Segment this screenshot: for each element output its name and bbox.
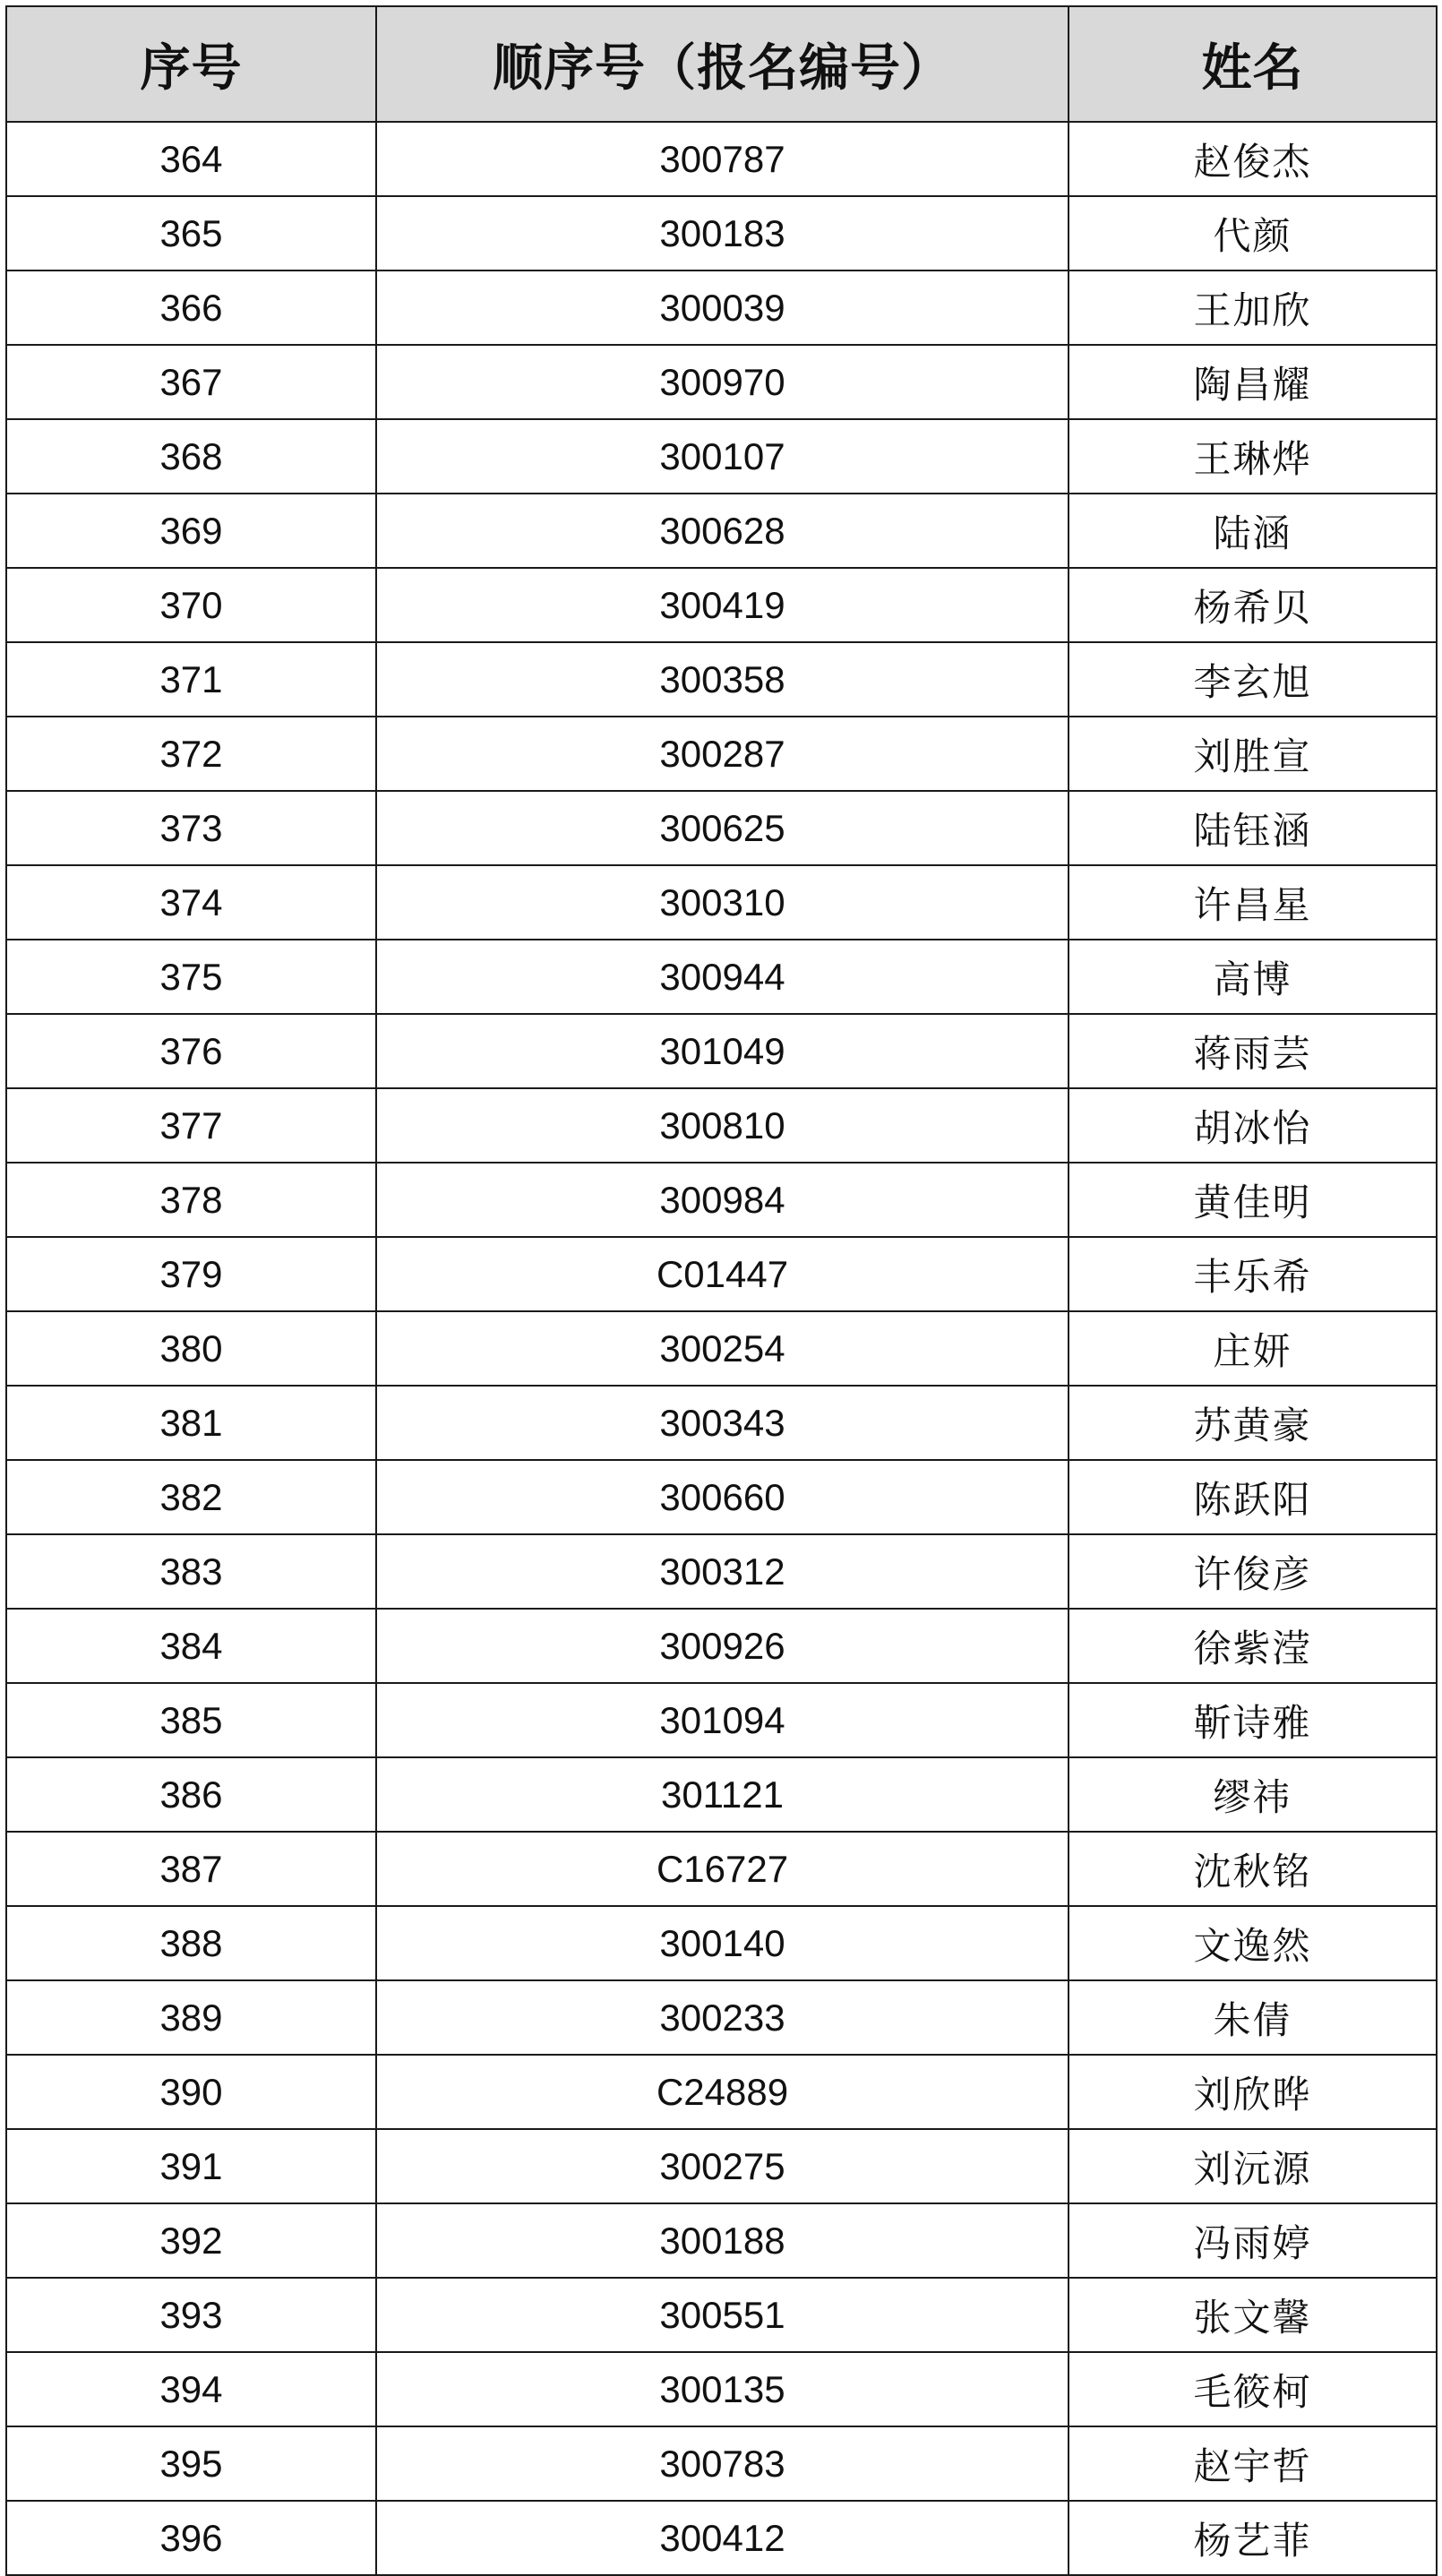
registration-number-cell: 300343 [376, 1386, 1069, 1460]
table-row [6, 1311, 1437, 1386]
registration-number-cell: 300233 [376, 1980, 1069, 2055]
registration-number-cell: 300628 [376, 494, 1069, 568]
registration-number-cell: 300275 [376, 2129, 1069, 2203]
sequence-cell: 371 [6, 642, 376, 717]
table-row [6, 1237, 1437, 1311]
sequence-cell: 368 [6, 419, 376, 494]
name-cell: 刘欣晔 [1069, 2055, 1437, 2129]
table-row [6, 2129, 1437, 2203]
registration-number-cell: 300135 [376, 2352, 1069, 2426]
registration-number-cell: 300310 [376, 865, 1069, 940]
sequence-cell: 391 [6, 2129, 376, 2203]
roster-sheet [5, 5, 1436, 2576]
sequence-cell: 373 [6, 791, 376, 865]
sequence-cell: 366 [6, 270, 376, 345]
name-cell: 王加欣 [1069, 270, 1437, 345]
table-row [6, 1163, 1437, 1237]
table-row [6, 2055, 1437, 2129]
name-cell: 靳诗雅 [1069, 1683, 1437, 1757]
name-cell: 蒋雨芸 [1069, 1014, 1437, 1088]
sequence-cell: 381 [6, 1386, 376, 1460]
sequence-cell: 374 [6, 865, 376, 940]
registration-number-cell: 300419 [376, 568, 1069, 642]
name-cell: 陶昌耀 [1069, 345, 1437, 419]
table-header [6, 6, 1437, 122]
name-cell: 毛筱柯 [1069, 2352, 1437, 2426]
table-row [6, 940, 1437, 1014]
table-row [6, 1683, 1437, 1757]
sequence-cell: 396 [6, 2501, 376, 2575]
registration-number-cell: 301049 [376, 1014, 1069, 1088]
registration-number-cell: 300358 [376, 642, 1069, 717]
name-cell: 高博 [1069, 940, 1437, 1014]
sequence-cell: 369 [6, 494, 376, 568]
sequence-cell: 370 [6, 568, 376, 642]
name-cell: 朱倩 [1069, 1980, 1437, 2055]
table-row [6, 2278, 1437, 2352]
table-row [6, 419, 1437, 494]
registration-number-cell: 300926 [376, 1609, 1069, 1683]
table-row [6, 1460, 1437, 1534]
table-body [6, 122, 1437, 2575]
sequence-cell: 389 [6, 1980, 376, 2055]
name-cell: 沈秋铭 [1069, 1832, 1437, 1906]
table-row [6, 2352, 1437, 2426]
table-row [6, 1534, 1437, 1609]
registration-number-cell: 300944 [376, 940, 1069, 1014]
table-row [6, 1980, 1437, 2055]
registration-number-cell: 300625 [376, 791, 1069, 865]
table-row [6, 122, 1437, 196]
table-row [6, 791, 1437, 865]
table-row [6, 1088, 1437, 1163]
name-cell: 陆涵 [1069, 494, 1437, 568]
name-cell: 杨艺菲 [1069, 2501, 1437, 2575]
name-cell: 刘胜宣 [1069, 717, 1437, 791]
name-cell: 赵俊杰 [1069, 122, 1437, 196]
registration-number-cell: 300984 [376, 1163, 1069, 1237]
registration-number-cell: C01447 [376, 1237, 1069, 1311]
table-row [6, 2203, 1437, 2278]
name-cell: 苏黄豪 [1069, 1386, 1437, 1460]
header-registration-number: 顺序号（报名编号） [376, 6, 1069, 122]
sequence-cell: 365 [6, 196, 376, 270]
sequence-cell: 378 [6, 1163, 376, 1237]
sequence-cell: 395 [6, 2426, 376, 2501]
name-cell: 陆钰涵 [1069, 791, 1437, 865]
sequence-cell: 384 [6, 1609, 376, 1683]
sequence-cell: 377 [6, 1088, 376, 1163]
registration-number-cell: 300551 [376, 2278, 1069, 2352]
sequence-cell: 380 [6, 1311, 376, 1386]
sequence-cell: 390 [6, 2055, 376, 2129]
header-sequence-number: 序号 [6, 6, 376, 122]
registration-number-cell: 300287 [376, 717, 1069, 791]
registration-number-cell: 300783 [376, 2426, 1069, 2501]
sequence-cell: 386 [6, 1757, 376, 1832]
roster-table [5, 5, 1438, 2576]
table-row [6, 2426, 1437, 2501]
registration-number-cell: 300970 [376, 345, 1069, 419]
registration-number-cell: 300188 [376, 2203, 1069, 2278]
name-cell: 黄佳明 [1069, 1163, 1437, 1237]
registration-number-cell: 300810 [376, 1088, 1069, 1163]
sequence-cell: 379 [6, 1237, 376, 1311]
name-cell: 杨希贝 [1069, 568, 1437, 642]
table-row [6, 2501, 1437, 2575]
sequence-cell: 385 [6, 1683, 376, 1757]
name-cell: 缪祎 [1069, 1757, 1437, 1832]
header-name: 姓名 [1069, 6, 1437, 122]
table-row [6, 1386, 1437, 1460]
table-row [6, 345, 1437, 419]
name-cell: 徐紫滢 [1069, 1609, 1437, 1683]
name-cell: 许昌星 [1069, 865, 1437, 940]
registration-number-cell: 300312 [376, 1534, 1069, 1609]
table-row [6, 196, 1437, 270]
registration-number-cell: 301121 [376, 1757, 1069, 1832]
table-row [6, 1014, 1437, 1088]
table-row [6, 865, 1437, 940]
registration-number-cell: 300107 [376, 419, 1069, 494]
sequence-cell: 364 [6, 122, 376, 196]
name-cell: 文逸然 [1069, 1906, 1437, 1980]
name-cell: 张文馨 [1069, 2278, 1437, 2352]
sequence-cell: 394 [6, 2352, 376, 2426]
name-cell: 赵宇哲 [1069, 2426, 1437, 2501]
sequence-cell: 393 [6, 2278, 376, 2352]
name-cell: 庄妍 [1069, 1311, 1437, 1386]
registration-number-cell: 300412 [376, 2501, 1069, 2575]
registration-number-cell: 300254 [376, 1311, 1069, 1386]
name-cell: 刘沅源 [1069, 2129, 1437, 2203]
sequence-cell: 372 [6, 717, 376, 791]
name-cell: 许俊彦 [1069, 1534, 1437, 1609]
registration-number-cell: 300183 [376, 196, 1069, 270]
table-row [6, 642, 1437, 717]
table-row [6, 568, 1437, 642]
registration-number-cell: 300140 [376, 1906, 1069, 1980]
name-cell: 陈跃阳 [1069, 1460, 1437, 1534]
registration-number-cell: 300039 [376, 270, 1069, 345]
table-row [6, 717, 1437, 791]
name-cell: 李玄旭 [1069, 642, 1437, 717]
name-cell: 冯雨婷 [1069, 2203, 1437, 2278]
table-row [6, 270, 1437, 345]
table-row [6, 1832, 1437, 1906]
sequence-cell: 376 [6, 1014, 376, 1088]
sequence-cell: 383 [6, 1534, 376, 1609]
registration-number-cell: C16727 [376, 1832, 1069, 1906]
name-cell: 丰乐希 [1069, 1237, 1437, 1311]
name-cell: 代颜 [1069, 196, 1437, 270]
sequence-cell: 382 [6, 1460, 376, 1534]
header-row [6, 6, 1437, 122]
table-row [6, 494, 1437, 568]
name-cell: 胡冰怡 [1069, 1088, 1437, 1163]
registration-number-cell: 300660 [376, 1460, 1069, 1534]
registration-number-cell: 301094 [376, 1683, 1069, 1757]
sequence-cell: 392 [6, 2203, 376, 2278]
table-row [6, 1906, 1437, 1980]
registration-number-cell: C24889 [376, 2055, 1069, 2129]
sequence-cell: 387 [6, 1832, 376, 1906]
registration-number-cell: 300787 [376, 122, 1069, 196]
sequence-cell: 367 [6, 345, 376, 419]
name-cell: 王琳烨 [1069, 419, 1437, 494]
sequence-cell: 375 [6, 940, 376, 1014]
table-row [6, 1609, 1437, 1683]
table-row [6, 1757, 1437, 1832]
sequence-cell: 388 [6, 1906, 376, 1980]
